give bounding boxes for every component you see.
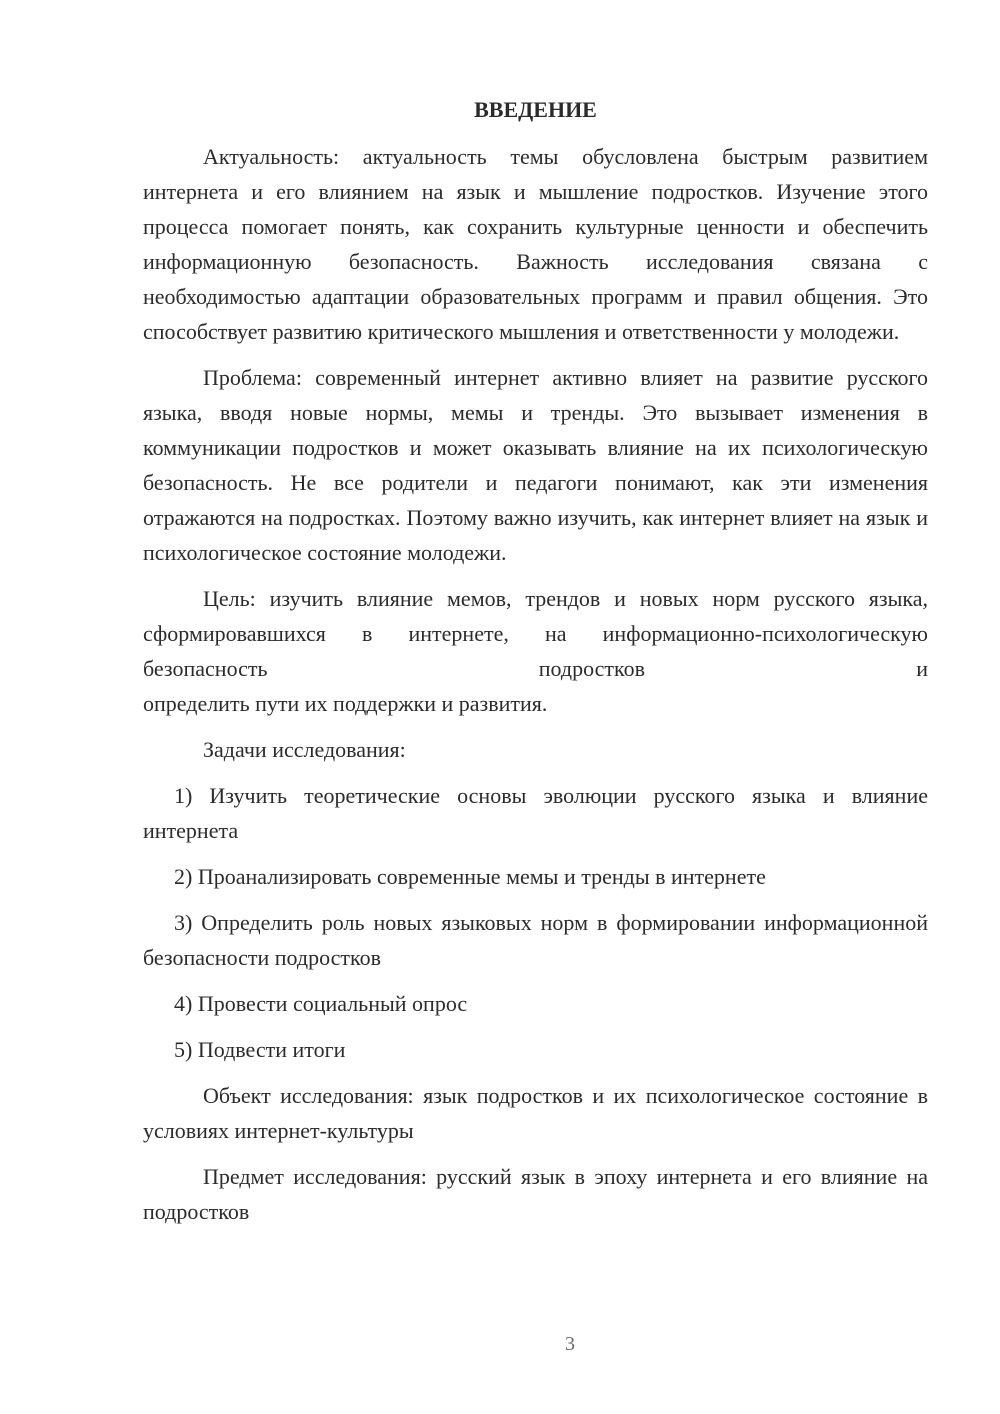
page-title: ВВЕДЕНИЕ [474, 97, 597, 122]
goal-paragraph [143, 581, 928, 721]
goal-text-last-line: определить пути их поддержки и развития. [143, 691, 548, 716]
page-number: 3 [565, 1333, 575, 1355]
relevance-paragraph: Актуальность: актуальность темы обусловлена быстрым развитием интернета и его влиянием на язык и мышление подростков. Изучение этого процесса помогает понять, как сохранить культурные ценности и обеспечить информационную безопасность. Важность исследования связана с необходимостью адаптации образовательных программ и правил общения. Это способствует развитию критического мышления и ответственности у молодежи. [143, 144, 928, 344]
task-item-2: 2) Проанализировать современные мемы и тренды в интернете [174, 864, 766, 889]
goal-text-justified: Цель: изучить влияние мемов, трендов и новых норм русского языка, сформировавшихся в интернете, на информационно-психологическую безопасность подростков и [143, 586, 928, 681]
object-paragraph: Объект исследования: язык подростков и их психологическое состояние в условиях интернет-культуры [143, 1083, 928, 1143]
task-item-4: 4) Провести социальный опрос [174, 991, 468, 1016]
problem-paragraph: Проблема: современный интернет активно влияет на развитие русского языка, вводя новые нормы, мемы и тренды. Это вызывает изменения в коммуникации подростков и может оказывать влияние на их психологическую безопасность. Не все родители и педагоги понимают, как эти изменения отражаются на подростках. Поэтому важно изучить, как интернет влияет на язык и психологическое состояние молодежи. [143, 365, 928, 565]
task-item-3: 3) Определить роль новых языковых норм в формировании информационной безопасности подростков [143, 910, 928, 970]
task-item-5: 5) Подвести итоги [174, 1037, 346, 1062]
tasks-heading: Задачи исследования: [203, 737, 406, 762]
task-item-1: 1) Изучить теоретические основы эволюции русского языка и влияние интернета [143, 783, 928, 843]
document-page [143, 92, 928, 1240]
subject-paragraph: Предмет исследования: русский язык в эпоху интернета и его влияние на подростков [143, 1164, 928, 1224]
